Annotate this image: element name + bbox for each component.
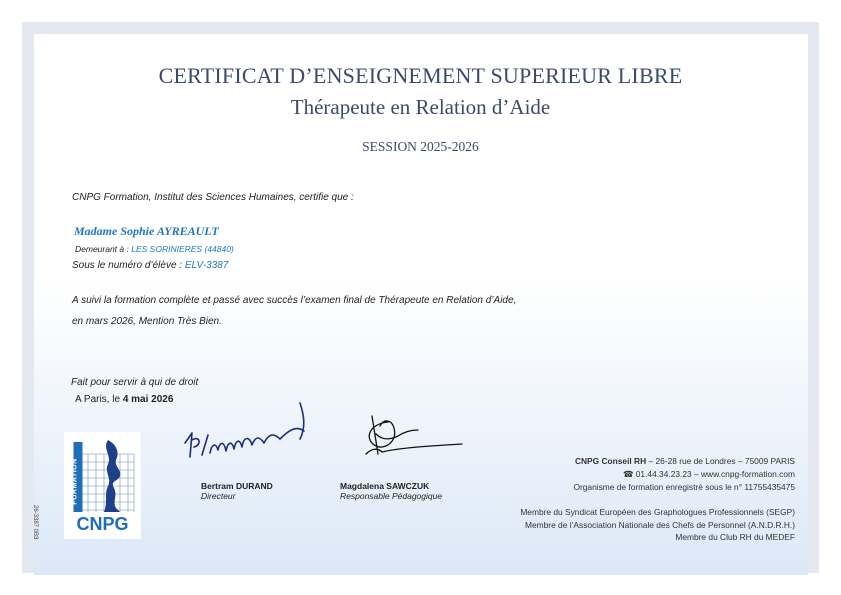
logo-brand: CNPG (76, 514, 129, 534)
statement-line-1: A suivi la formation complète et passé avec succès l’examen final de Thérapeute en Relation d’Aide, (72, 295, 517, 306)
student-number-label: Sous le numéro d’élève : (72, 260, 185, 271)
signatory-name: Bertram DURAND (201, 481, 273, 491)
side-reference-code: 26-3387 0B3 (32, 505, 38, 540)
signatory-role: Directeur (201, 491, 236, 501)
statement-line-2: en mars 2026, Mention Très Bien. (72, 316, 222, 327)
org-phone-line: ☎ 01.44.34.23.23 – www.cnpg-formation.com (623, 469, 795, 479)
certificate-title: CERTIFICAT D’ENSEIGNEMENT SUPERIEUR LIBRE (158, 63, 683, 88)
intro-text: CNPG Formation, Institut des Sciences Humaines, certifie que : (72, 192, 354, 203)
signatory-name: Magdalena SAWCZUK (340, 481, 430, 491)
signatory-pedagogic (340, 481, 442, 501)
membership-item: Membre de l’Association Nationale des Chefs de Personnel (A.N.D.R.H.) (525, 519, 795, 530)
fait-text: Fait pour servir à qui de droit (71, 377, 199, 388)
signatory-director (201, 481, 273, 501)
org-name: CNPG Conseil RH (574, 456, 647, 466)
certificate-subtitle: Thérapeute en Relation d’Aide (290, 95, 551, 119)
cnpg-logo (64, 432, 141, 539)
org-registration: Organisme de formation enregistré sous le n° 11755435475 (573, 482, 795, 492)
student-number-line (72, 260, 228, 271)
director-signature (180, 395, 320, 470)
membership-item: Membre du Club RH du MEDEF (675, 532, 795, 542)
signatory-role: Responsable Pédagogique (340, 491, 443, 501)
place-prefix: A Paris, le (75, 394, 123, 405)
residence-value: LES SORINIERES (44840) (131, 244, 234, 254)
pedagogic-signature (358, 410, 478, 485)
org-address-line (573, 455, 795, 468)
date-line (75, 394, 173, 405)
issue-date: 4 mai 2026 (122, 394, 174, 405)
session-label: SESSION 2025-2026 (362, 139, 479, 154)
residence-line (75, 244, 234, 254)
memberships-block (520, 506, 795, 544)
student-number: ELV-3387 (184, 260, 229, 271)
logo-vertical-text: FORMATION (71, 458, 79, 505)
residence-label: Demeurant à : (75, 244, 132, 254)
organization-block (573, 455, 795, 494)
membership-item: Membre du Syndicat Européen des Graphologues Professionnels (SEGP) (520, 507, 795, 517)
org-address: – 26-28 rue de Londres – 75009 PARIS (646, 456, 795, 466)
recipient-name: Madame Sophie AYREAULT (74, 224, 219, 238)
